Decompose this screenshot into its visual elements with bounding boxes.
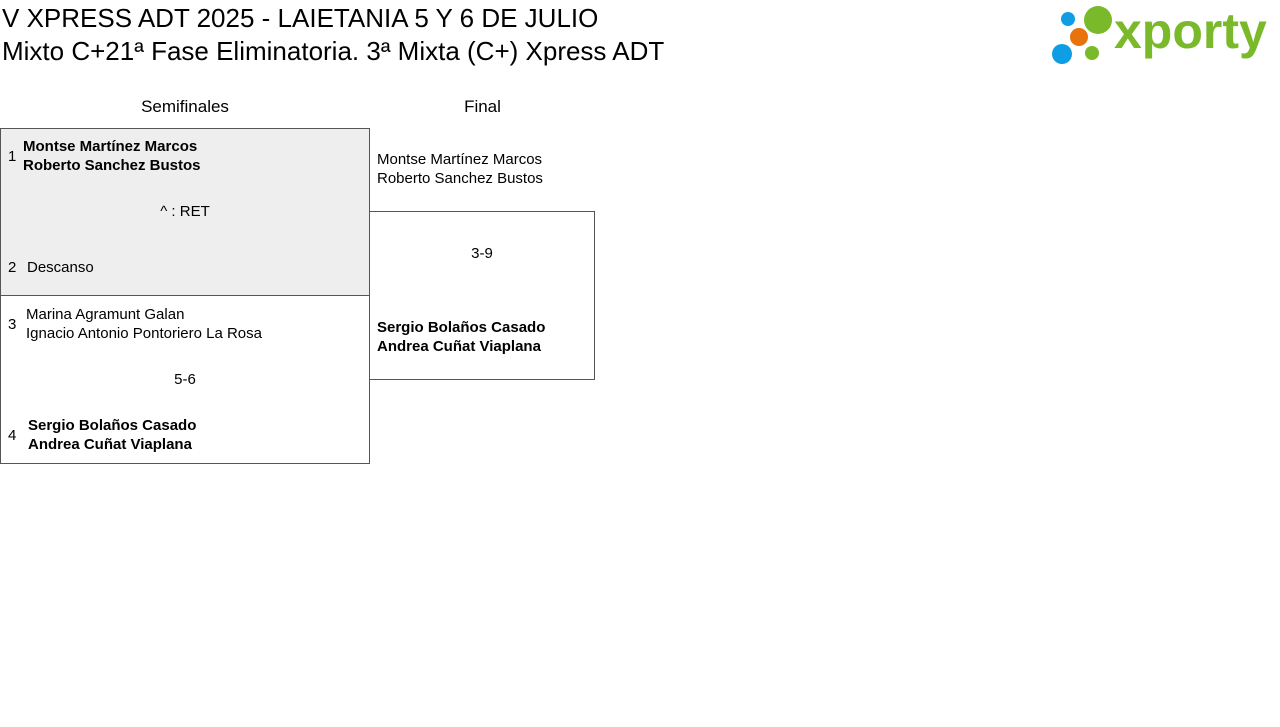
seed-number: 1 bbox=[8, 148, 17, 165]
player-name: Andrea Cuñat Viaplana bbox=[377, 338, 541, 355]
final-team-loser[interactable] bbox=[377, 150, 543, 188]
seed-number: 2 bbox=[8, 259, 17, 276]
player-name: Roberto Sanchez Bustos bbox=[377, 170, 543, 187]
player-name: Sergio Bolaños Casado bbox=[377, 319, 546, 336]
match-result: 5-6 bbox=[174, 371, 196, 388]
round-header-final: Final bbox=[464, 97, 501, 116]
logo-dot-green-large bbox=[1084, 6, 1112, 34]
logo-wordmark: xporty bbox=[1114, 3, 1267, 59]
logo-dot-green-small bbox=[1085, 46, 1099, 60]
logo-dot-blue-large bbox=[1052, 44, 1072, 64]
xporty-logo[interactable] bbox=[1050, 2, 1276, 68]
round-header-semifinals: Semifinales bbox=[141, 97, 229, 116]
final-match[interactable] bbox=[369, 211, 595, 380]
player-name: Montse Martínez Marcos bbox=[377, 151, 543, 168]
player-name: Montse Martínez Marcos bbox=[23, 138, 198, 155]
logo-dot-orange bbox=[1070, 28, 1088, 46]
semifinal-match-1[interactable] bbox=[0, 128, 370, 296]
final-team-winner[interactable] bbox=[377, 318, 545, 356]
logo-dot-blue bbox=[1061, 12, 1075, 26]
semifinal-match-2[interactable] bbox=[0, 295, 370, 464]
team-loser[interactable] bbox=[26, 305, 262, 343]
category-subtitle: Mixto C+21ª Fase Eliminatoria. 3ª Mixta (C+) Xpress ADT bbox=[2, 36, 665, 66]
player-name: Marina Agramunt Galan bbox=[26, 306, 185, 323]
seed-number: 3 bbox=[8, 316, 17, 333]
seed-number: 4 bbox=[8, 427, 17, 444]
player-name: Sergio Bolaños Casado bbox=[28, 417, 197, 434]
match-result: ^ : RET bbox=[160, 203, 210, 220]
team-bye: Descanso bbox=[27, 259, 94, 276]
team-winner[interactable] bbox=[23, 137, 201, 175]
tournament-title: V XPRESS ADT 2025 - LAIETANIA 5 Y 6 DE JULIO bbox=[2, 3, 599, 33]
player-name: Ignacio Antonio Pontoriero La Rosa bbox=[26, 325, 262, 342]
match-result: 3-9 bbox=[471, 245, 493, 262]
player-name: Andrea Cuñat Viaplana bbox=[28, 436, 192, 453]
team-winner[interactable] bbox=[28, 416, 196, 454]
player-name: Roberto Sanchez Bustos bbox=[23, 157, 201, 174]
